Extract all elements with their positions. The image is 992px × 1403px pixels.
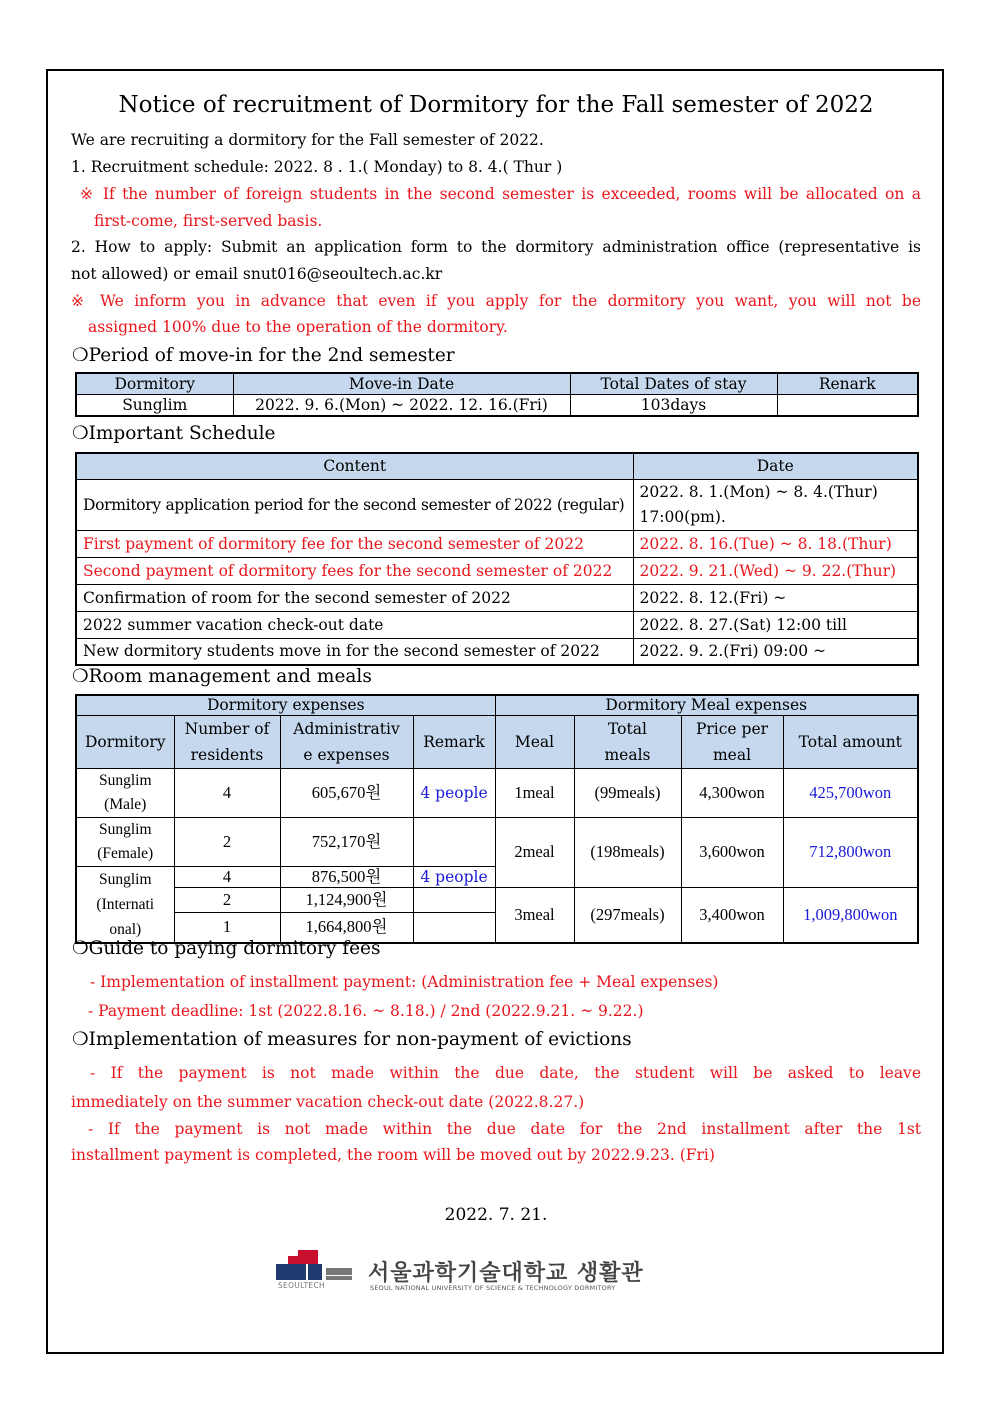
schedule-date: 2022. 8. 12.(Fri) ~ bbox=[633, 584, 918, 611]
room-meal-table bbox=[75, 694, 919, 944]
total-meals-cell: (198meals) bbox=[574, 817, 681, 887]
total-amount-cell: 712,800won bbox=[783, 817, 918, 887]
move-in-table bbox=[75, 372, 919, 417]
dorm-name bbox=[76, 817, 174, 866]
move-in-total-stay: 103days bbox=[570, 394, 777, 416]
notice-foreign-students-line1: ※ If the number of foreign students in the second semester is exceeded, rooms will be allocated on a bbox=[80, 185, 921, 203]
residents-cell: 4 bbox=[174, 768, 280, 817]
header-admin-line: Administrativ bbox=[293, 719, 400, 738]
total-amount-cell: 1,009,800won bbox=[783, 887, 918, 943]
move-in-remark bbox=[777, 394, 918, 416]
section-heading-move-in: ❍Period of move-in for the 2nd semester bbox=[72, 345, 455, 366]
admin-expense-cell: 876,500원 bbox=[280, 866, 413, 887]
header-total-stay: Total Dates of stay bbox=[570, 373, 777, 394]
residents-cell: 4 bbox=[174, 866, 280, 887]
residents-cell: 2 bbox=[174, 817, 280, 866]
header-total-meals-line: Total bbox=[608, 719, 647, 738]
residents-cell: 2 bbox=[174, 887, 280, 913]
total-meals-cell: (297meals) bbox=[574, 887, 681, 943]
header-remark: Renark bbox=[777, 373, 918, 394]
schedule-date-line: 17:00(pm). bbox=[639, 507, 726, 526]
group-meal-expenses: Dormitory Meal expenses bbox=[495, 695, 918, 715]
header-price bbox=[681, 715, 783, 768]
header-remark: Remark bbox=[413, 715, 495, 768]
header-dormitory: Dormitory bbox=[76, 373, 233, 394]
dorm-name bbox=[76, 768, 174, 817]
header-total-amount: Total amount bbox=[783, 715, 918, 768]
total-meals-cell: (99meals) bbox=[574, 768, 681, 817]
eviction-para2-line1: - If the payment is not made within the due date for the 2nd installment after the 1st bbox=[88, 1120, 921, 1138]
schedule-content: First payment of dormitory fee for the second semester of 2022 bbox=[76, 530, 633, 557]
group-dormitory-expenses: Dormitory expenses bbox=[76, 695, 495, 715]
schedule-content: 2022 summer vacation check-out date bbox=[76, 611, 633, 638]
logo-short-name: SEOULTECH bbox=[278, 1281, 325, 1290]
section-heading-room: ❍Room management and meals bbox=[72, 666, 372, 687]
guide-installment: - Implementation of installment payment: (Administration fee + Meal expenses) bbox=[90, 973, 719, 991]
eviction-para1-line2: immediately on the summer vacation check-out date (2022.8.27.) bbox=[71, 1093, 585, 1111]
schedule-date bbox=[633, 479, 918, 530]
schedule-content: New dormitory students move in for the second semester of 2022 bbox=[76, 638, 633, 665]
remark-cell bbox=[413, 887, 495, 913]
header-date: Date bbox=[633, 453, 918, 479]
section-heading-evictions: ❍Implementation of measures for non-payment of evictions bbox=[72, 1029, 632, 1050]
dorm-name-line: Sunglim bbox=[98, 820, 152, 838]
dorm-name-line: (Male) bbox=[104, 795, 147, 813]
residents-cell: 1 bbox=[174, 913, 280, 943]
eviction-para1-line1: - If the payment is not made within the due date, the student will be asked to leave bbox=[90, 1064, 921, 1082]
remark-cell: 4 people bbox=[413, 768, 495, 817]
meal-cell: 2meal bbox=[495, 817, 574, 887]
notice-assignment-line1: ※ We inform you in advance that even if you apply for the dormitory you want, you will not be bbox=[71, 292, 921, 310]
dorm-name bbox=[76, 866, 174, 943]
schedule-table bbox=[75, 452, 919, 666]
schedule-content: Second payment of dormitory fees for the second semester of 2022 bbox=[76, 557, 633, 584]
header-price-line: Price per bbox=[695, 719, 769, 738]
header-meal: Meal bbox=[495, 715, 574, 768]
schedule-date-line: 2022. 8. 1.(Mon) ~ 8. 4.(Thur) bbox=[639, 482, 878, 501]
header-total-meals bbox=[574, 715, 681, 768]
header-residents-line: Number of bbox=[184, 719, 270, 738]
admin-expense-cell: 752,170원 bbox=[280, 817, 413, 866]
section-heading-schedule: ❍Important Schedule bbox=[72, 423, 276, 444]
price-cell: 4,300won bbox=[681, 768, 783, 817]
total-amount-cell: 425,700won bbox=[783, 768, 918, 817]
remark-cell bbox=[413, 817, 495, 866]
how-to-apply-line2: not allowed) or email snut016@seoultech.ac.kr bbox=[71, 265, 443, 283]
dorm-name-line: (Internati bbox=[96, 895, 155, 913]
schedule-date: 2022. 8. 16.(Tue) ~ 8. 18.(Thur) bbox=[633, 530, 918, 557]
intro-text: We are recruiting a dormitory for the Fall semester of 2022. bbox=[71, 131, 544, 149]
schedule-content: Dormitory application period for the second semester of 2022 (regular) bbox=[76, 479, 633, 530]
schedule-date: 2022. 8. 27.(Sat) 12:00 till bbox=[633, 611, 918, 638]
page-title: Notice of recruitment of Dormitory for the Fall semester of 2022 bbox=[118, 92, 874, 118]
header-price-line: meal bbox=[712, 745, 752, 764]
logo-korean-name: 서울과학기술대학교 생활관 bbox=[368, 1261, 644, 1286]
guide-deadline: - Payment deadline: 1st (2022.8.16. ~ 8.18.) / 2nd (2022.9.21. ~ 9.22.) bbox=[88, 1002, 644, 1020]
header-residents-line: residents bbox=[190, 745, 264, 764]
meal-cell: 1meal bbox=[495, 768, 574, 817]
eviction-para2-line2: installment payment is completed, the room will be moved out by 2022.9.23. (Fri) bbox=[71, 1146, 715, 1164]
how-to-apply-line1: 2. How to apply: Submit an application form to the dormitory administration office (representative is bbox=[71, 238, 921, 256]
notice-assignment-line2: assigned 100% due to the operation of the dormitory. bbox=[88, 318, 508, 336]
move-in-date: 2022. 9. 6.(Mon) ~ 2022. 12. 16.(Fri) bbox=[233, 394, 570, 416]
price-cell: 3,600won bbox=[681, 817, 783, 887]
seoultech-dormitory-logo bbox=[276, 1248, 716, 1300]
header-dormitory: Dormitory bbox=[76, 715, 174, 768]
section-heading-guide: ❍Guide to paying dormitory fees bbox=[72, 938, 381, 959]
dorm-name-line: Sunglim bbox=[98, 771, 152, 789]
schedule-date: 2022. 9. 2.(Fri) 09:00 ~ bbox=[633, 638, 918, 665]
schedule-content: Confirmation of room for the second semester of 2022 bbox=[76, 584, 633, 611]
move-in-dormitory: Sunglim bbox=[76, 394, 233, 416]
header-residents bbox=[174, 715, 280, 768]
admin-expense-cell: 605,670원 bbox=[280, 768, 413, 817]
notice-foreign-students-line2: first-come, first-served basis. bbox=[94, 212, 323, 230]
header-content: Content bbox=[76, 453, 633, 479]
dorm-name-line: onal) bbox=[109, 920, 142, 938]
header-admin-expenses bbox=[280, 715, 413, 768]
dorm-name-line: (Female) bbox=[97, 844, 154, 862]
header-admin-line: e expenses bbox=[303, 745, 390, 764]
admin-expense-cell: 1,664,800원 bbox=[280, 913, 413, 943]
remark-cell: 4 people bbox=[413, 866, 495, 887]
recruitment-schedule: 1. Recruitment schedule: 2022. 8 . 1.( Monday) to 8. 4.( Thur ) bbox=[71, 158, 563, 176]
header-move-in-date: Move-in Date bbox=[233, 373, 570, 394]
remark-cell bbox=[413, 913, 495, 943]
notice-date: 2022. 7. 21. bbox=[444, 1205, 548, 1225]
logo-english-name: SEOUL NATIONAL UNIVERSITY OF SCIENCE & TECHNOLOGY DORMITORY bbox=[370, 1284, 616, 1292]
meal-cell: 3meal bbox=[495, 887, 574, 943]
dorm-name-line: Sunglim bbox=[98, 870, 152, 888]
schedule-date: 2022. 9. 21.(Wed) ~ 9. 22.(Thur) bbox=[633, 557, 918, 584]
admin-expense-cell: 1,124,900원 bbox=[280, 887, 413, 913]
header-total-meals-line: meals bbox=[604, 745, 651, 764]
price-cell: 3,400won bbox=[681, 887, 783, 943]
